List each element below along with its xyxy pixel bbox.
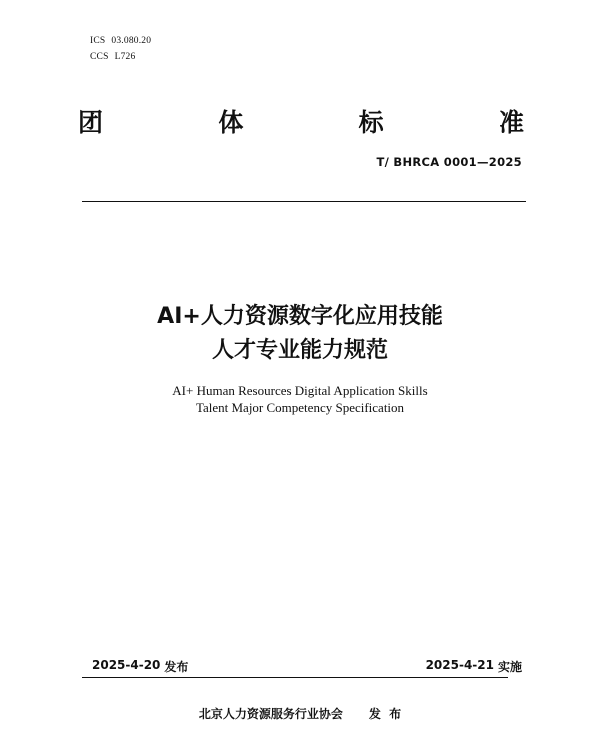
ics-label: ICS	[90, 36, 106, 46]
bottom-divider	[82, 677, 508, 678]
ics-value: 03.080.20	[111, 36, 152, 46]
standard-type-heading	[78, 108, 524, 138]
ics-code-row	[90, 33, 151, 49]
standard-type-char: 标	[358, 108, 384, 137]
release-date-block	[92, 658, 188, 675]
chinese-title	[0, 300, 600, 368]
dates-row	[92, 658, 522, 675]
standard-number: T/ BHRCA 0001—2025	[376, 155, 522, 169]
chinese-title-line-1: AI+人力资源数字化应用技能	[157, 304, 443, 329]
standard-type-char: 体	[218, 108, 244, 137]
implement-date: 2025-4-21	[425, 658, 494, 672]
english-title-line-1: AI+ Human Resources Digital Application Skills	[172, 383, 428, 398]
ccs-value: L726	[114, 52, 136, 62]
chinese-title-line-2: 人才专业能力规范	[211, 338, 388, 363]
english-title-line-2: Talent Major Competency Specification	[195, 400, 405, 415]
release-date: 2025-4-20	[92, 658, 161, 672]
standard-type-char: 准	[498, 108, 524, 137]
english-title	[0, 382, 600, 416]
ccs-code-row	[90, 49, 151, 65]
implement-date-block	[426, 658, 522, 675]
release-label: 发布	[164, 660, 189, 674]
publisher-name: 北京人力资源服务行业协会	[198, 707, 343, 721]
publisher-line	[0, 705, 600, 722]
top-divider	[82, 201, 526, 202]
standard-type-char: 团	[78, 108, 104, 137]
ccs-label: CCS	[90, 52, 109, 62]
publisher-action: 发 布	[368, 707, 402, 721]
implement-label: 实施	[497, 660, 522, 674]
classification-codes	[90, 33, 151, 65]
